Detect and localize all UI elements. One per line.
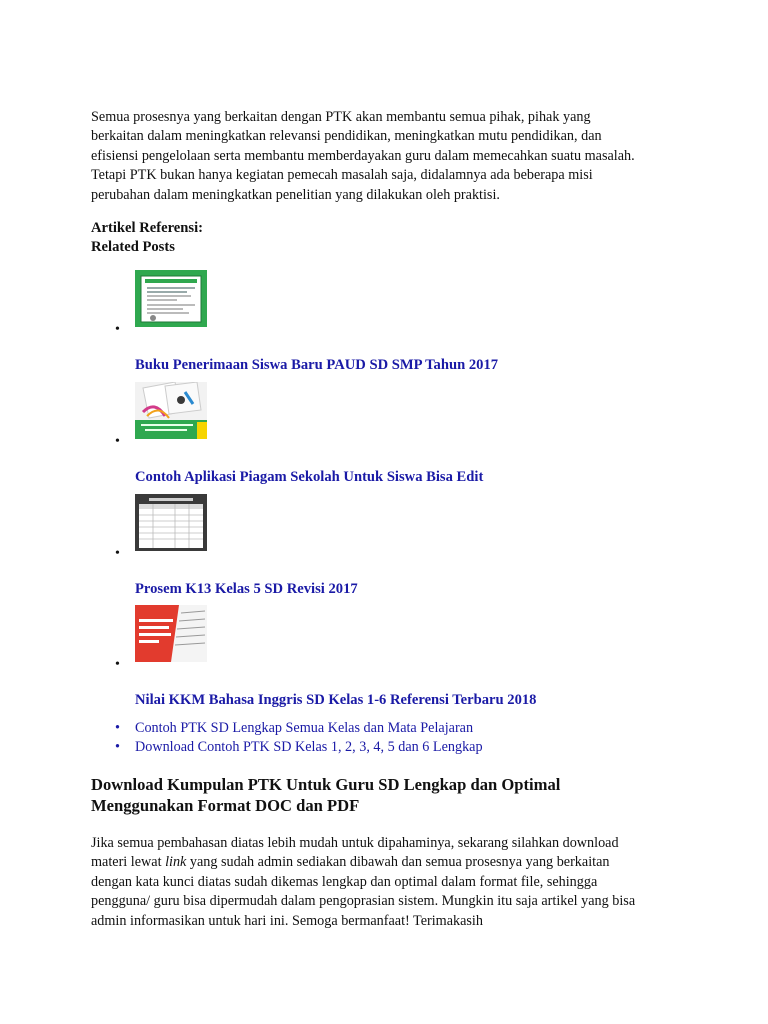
link-word: link xyxy=(165,854,187,871)
thumbnail-image xyxy=(135,270,207,327)
intro-line: perubahan dalam meningkatkan penelitian yang dilakukan oleh praktisi. xyxy=(91,186,500,203)
thumbnail-image xyxy=(135,605,207,662)
post-thumbnail[interactable] xyxy=(135,382,207,439)
closing-paragraph xyxy=(91,834,635,931)
closing-text: materi lewat xyxy=(91,854,166,871)
intro-paragraph xyxy=(91,108,691,205)
related-post-link[interactable]: Prosem K13 Kelas 5 SD Revisi 2017 xyxy=(135,581,358,597)
closing-line: Jika semua pembahasan diatas lebih mudah untuk dipahaminya, sekarang silahkan download xyxy=(91,835,619,851)
closing-text: yang sudah admin sediakan dibawah dan semua prosesnya yang berkaitan xyxy=(186,854,610,871)
reference-link[interactable]: Contoh PTK SD Lengkap Semua Kelas dan Mata Pelajaran xyxy=(135,720,474,736)
article-body xyxy=(91,108,691,929)
related-post-link[interactable]: Nilai KKM Bahasa Inggris SD Kelas 1-6 Referensi Terbaru 2018 xyxy=(135,692,537,708)
post-thumbnail[interactable] xyxy=(135,270,207,327)
post-thumbnail[interactable] xyxy=(135,494,207,551)
post-thumbnail[interactable] xyxy=(135,605,207,662)
related-post-link[interactable]: Contoh Aplikasi Piagam Sekolah Untuk Siswa Bisa Edit xyxy=(135,469,484,485)
thumbnail-image xyxy=(135,382,207,439)
closing-line: pengguna/ guru bisa dipermudah dalam pengoprasian sistem. Mungkin itu saja artikel yang bisa xyxy=(91,893,636,910)
intro-line: berkaitan dalam meningkatkan relevansi pendidikan, meningkatkan mutu pendidikan, dan xyxy=(91,128,602,145)
list-item[interactable] xyxy=(91,719,483,738)
bullet-icon: • xyxy=(115,434,120,449)
bullet-icon: • xyxy=(115,739,120,756)
bullet-icon: • xyxy=(115,546,120,561)
related-posts-heading: Related Posts xyxy=(91,239,175,255)
related-post-link[interactable]: Buku Penerimaan Siswa Baru PAUD SD SMP Tahun 2017 xyxy=(135,357,499,373)
section-heading xyxy=(91,774,560,816)
section-heading-line: Menggunakan Format DOC dan PDF xyxy=(91,796,360,815)
closing-line: dengan kata kunci diatas sudah dikemas lengkap dan optimal dalam format file, sehingga xyxy=(91,873,598,890)
bullet-icon: • xyxy=(115,322,120,337)
intro-line: efisiensi pengelolaan serta membantu memberdayakan guru dalam memecahkan suatu masalah. xyxy=(91,147,635,164)
reference-link[interactable]: Download Contoh PTK SD Kelas 1, 2, 3, 4, 5 dan 6 Lengkap xyxy=(135,739,483,756)
reference-link-list xyxy=(91,719,483,758)
thumbnail-image xyxy=(135,494,207,551)
intro-line: Semua prosesnya yang berkaitan dengan PTK akan membantu semua pihak, pihak yang xyxy=(91,109,591,125)
section-heading-line: Download Kumpulan PTK Untuk Guru SD Lengkap dan Optimal xyxy=(91,775,561,794)
closing-line xyxy=(91,853,635,872)
artikel-referensi-label: Artikel Referensi: xyxy=(91,220,203,236)
intro-line: Tetapi PTK bukan hanya kegiatan pemecah masalah saja, didalamnya ada beberapa misi xyxy=(91,167,593,184)
bullet-icon: • xyxy=(115,657,120,672)
bullet-icon: • xyxy=(115,720,120,736)
closing-line: admin informasikan untuk hari ini. Semoga bermanfaat! Terimakasih xyxy=(91,912,483,929)
list-item[interactable] xyxy=(91,738,483,757)
